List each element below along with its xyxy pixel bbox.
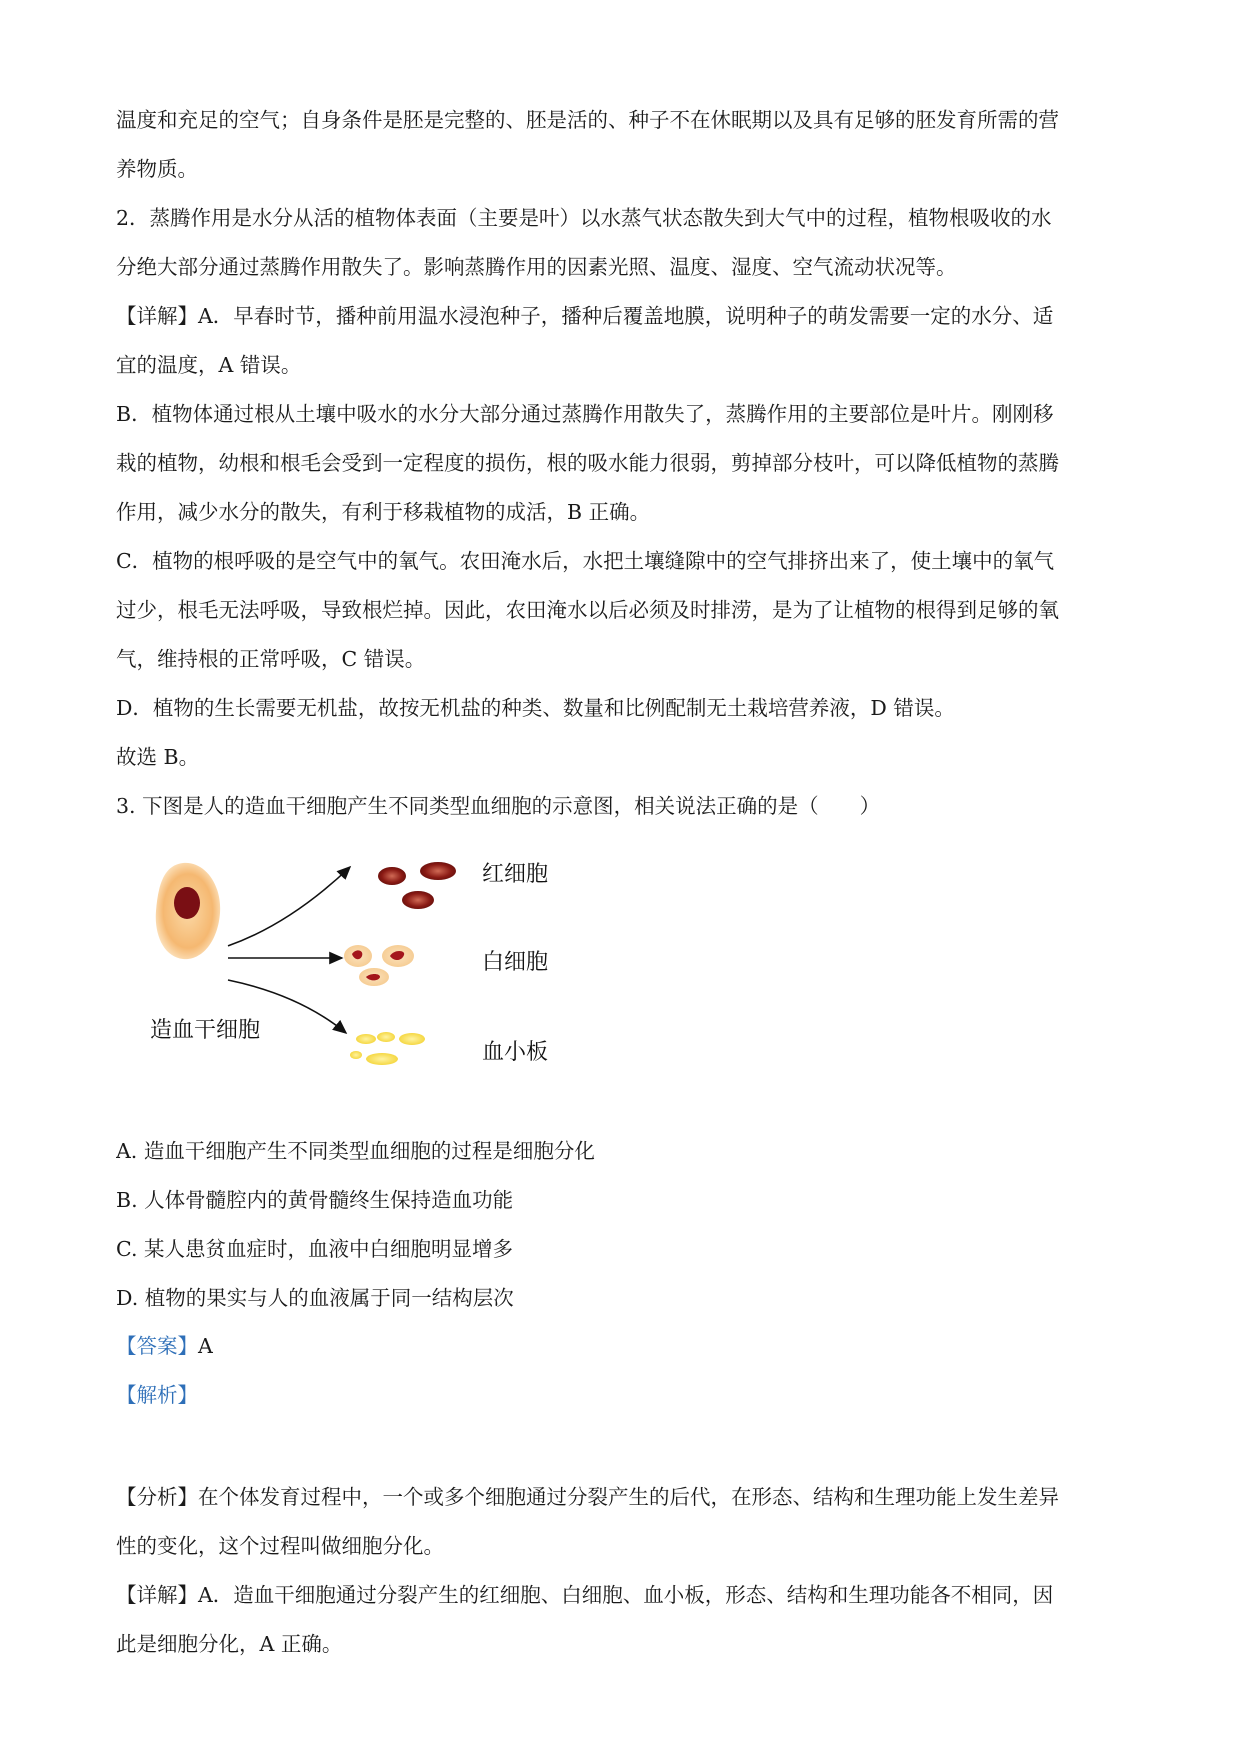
white-blood-cells [344, 945, 414, 986]
white-cell-label: 白细胞 [482, 950, 549, 975]
text-line: 【详解】A．造血干细胞通过分裂产生的红细胞、白细胞、血小板，形态、结构和生理功能各不相同，因 [116, 1583, 1054, 1607]
text-line: 栽的植物，幼根和根毛会受到一定程度的损伤，根的吸水能力很弱，剪掉部分枝叶，可以降低植物的蒸腾 [116, 451, 1059, 475]
text-line: C. 某人患贫血症时，血液中白细胞明显增多 [116, 1237, 513, 1261]
text-line: 【详解】A．早春时节，播种前用温水浸泡种子，播种后覆盖地膜，说明种子的萌发需要一定的水分、适 [116, 304, 1054, 328]
arrow-to-red-cells [228, 867, 350, 946]
text-line: 【分析】在个体发育过程中，一个或多个细胞通过分裂产生的后代，在形态、结构和生理功能上发生差异 [116, 1485, 1059, 1509]
text-line: C．植物的根呼吸的是空气中的氧气。农田淹水后，水把土壤缝隙中的空气排挤出来了，使土壤中的氧气 [116, 549, 1055, 573]
answer-value: A [198, 1334, 213, 1358]
stem-cell-label: 造血干细胞 [150, 1018, 261, 1043]
text-line: 养物质。 [116, 157, 198, 181]
blood-cell-diagram [150, 855, 590, 1105]
text-line: 气，维持根的正常呼吸，C 错误。 [116, 647, 426, 671]
platelet-label: 血小板 [482, 1040, 549, 1065]
text-line: 故选 B。 [116, 745, 200, 769]
text-line: 3. 下图是人的造血干细胞产生不同类型血细胞的示意图，相关说法正确的是（ ） [116, 794, 881, 818]
text-line: 过少，根毛无法呼吸，导致根烂掉。因此，农田淹水以后必须及时排涝，是为了让植物的根得到足够的氧 [116, 598, 1059, 622]
answer-line [116, 1331, 1126, 1361]
diagram-graphic [150, 855, 590, 1105]
analysis-label: 【解析】 [116, 1383, 198, 1407]
stem-cell [156, 863, 220, 959]
text-line: B．植物体通过根从土壤中吸水的水分大部分通过蒸腾作用散失了，蒸腾作用的主要部位是叶片。刚刚移 [116, 402, 1054, 426]
red-cell-label: 红细胞 [482, 862, 549, 887]
text-line: 分绝大部分通过蒸腾作用散失了。影响蒸腾作用的因素光照、温度、湿度、空气流动状况等。 [116, 255, 957, 279]
platelets [350, 1032, 425, 1065]
text-line: 性的变化，这个过程叫做细胞分化。 [116, 1534, 444, 1558]
text-line: B. 人体骨髓腔内的黄骨髓终生保持造血功能 [116, 1188, 514, 1212]
answer-label: 【答案】 [116, 1334, 198, 1358]
text-line: 作用，减少水分的散失，有利于移栽植物的成活，B 正确。 [116, 500, 651, 524]
text-line: D．植物的生长需要无机盐，故按无机盐的种类、数量和比例配制无土栽培营养液，D 错误。 [116, 696, 955, 720]
text-line: 此是细胞分化，A 正确。 [116, 1632, 343, 1656]
text-line: 宜的温度，A 错误。 [116, 353, 302, 377]
text-line: 2．蒸腾作用是水分从活的植物体表面（主要是叶）以水蒸气状态散失到大气中的过程，植物根吸收的水 [116, 206, 1052, 230]
red-blood-cells [378, 862, 456, 909]
text-line: D. 植物的果实与人的血液属于同一结构层次 [116, 1286, 514, 1310]
text-line: 温度和充足的空气；自身条件是胚是完整的、胚是活的、种子不在休眠期以及具有足够的胚发育所需的营 [116, 108, 1059, 132]
text-line: A. 造血干细胞产生不同类型血细胞的过程是细胞分化 [116, 1139, 595, 1163]
